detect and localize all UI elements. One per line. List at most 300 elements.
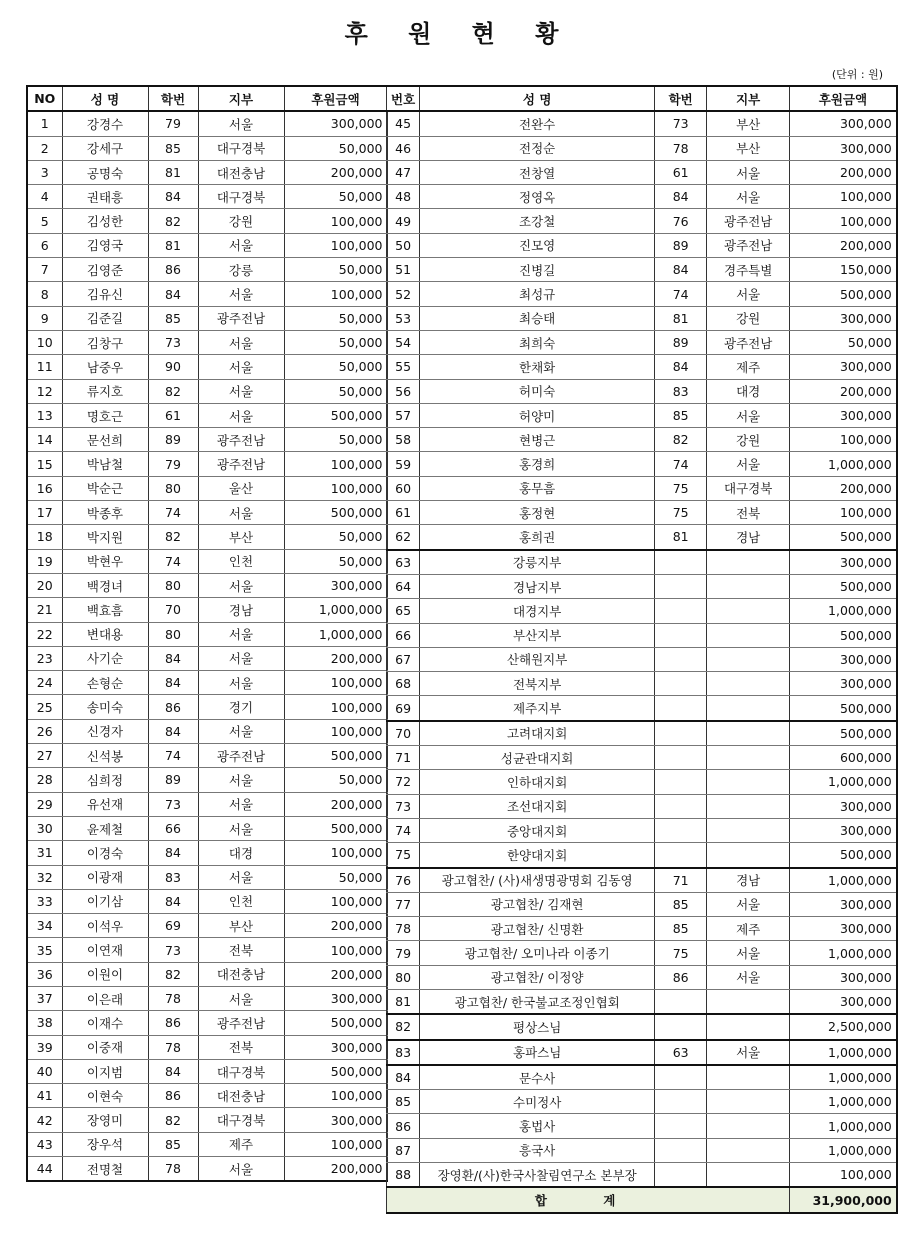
cell-name: 홍법사: [420, 1114, 655, 1138]
cell-no: 38: [27, 1011, 62, 1035]
cell-branch: 울산: [198, 476, 284, 500]
cell-amount: 300,000: [790, 306, 897, 330]
cell-year: 84: [655, 185, 707, 209]
cell-branch: 서울: [198, 233, 284, 257]
cell-branch: 광주전남: [198, 744, 284, 768]
cell-branch: 서울: [198, 330, 284, 354]
cell-name: 최성규: [420, 282, 655, 306]
table-row: [27, 792, 387, 816]
table-row: [387, 941, 897, 965]
cell-year: [655, 770, 707, 794]
cell-name: 평상스님: [420, 1014, 655, 1039]
cell-year: [655, 550, 707, 575]
table-row: [27, 986, 387, 1010]
cell-amount: 300,000: [790, 965, 897, 989]
cell-no: 35: [27, 938, 62, 962]
cell-branch: 경주특별: [707, 258, 790, 282]
cell-name: 홍파스님: [420, 1040, 655, 1065]
cell-year: 74: [148, 549, 198, 573]
table-row: [27, 1059, 387, 1083]
table-row: [387, 111, 897, 136]
cell-no: 40: [27, 1059, 62, 1083]
cell-branch: 대전충남: [198, 1084, 284, 1108]
cell-name: 김준길: [62, 306, 148, 330]
cell-name: 고려대지회: [420, 721, 655, 746]
cell-branch: 서울: [198, 282, 284, 306]
cell-amount: 50,000: [284, 355, 387, 379]
cell-name: 사기순: [62, 646, 148, 670]
cell-name: 권태흥: [62, 185, 148, 209]
cell-year: 78: [655, 136, 707, 160]
cell-branch: 인천: [198, 889, 284, 913]
unit-label: (단위 : 원): [831, 68, 883, 81]
cell-year: 89: [655, 233, 707, 257]
cell-no: 23: [27, 646, 62, 670]
cell-amount: 50,000: [790, 330, 897, 354]
table-row: [387, 746, 897, 770]
table-row: [27, 622, 387, 646]
table-row: [387, 258, 897, 282]
cell-name: 정영옥: [420, 185, 655, 209]
cell-name: 진병길: [420, 258, 655, 282]
cell-year: 82: [148, 962, 198, 986]
cell-year: 84: [148, 719, 198, 743]
table-row: [387, 1040, 897, 1065]
cell-amount: 500,000: [790, 525, 897, 550]
cell-name: 이광재: [62, 865, 148, 889]
cell-no: 37: [27, 986, 62, 1010]
cell-year: 86: [148, 1011, 198, 1035]
table-row: [27, 841, 387, 865]
cell-name: 광고협찬/ 오미나라 이종기: [420, 941, 655, 965]
table-row: [387, 599, 897, 623]
cell-name: 장영환/(사)한국사찰림연구소 본부장: [420, 1163, 655, 1188]
cell-amount: 100,000: [790, 428, 897, 452]
table-row: [27, 598, 387, 622]
cell-amount: 100,000: [284, 1084, 387, 1108]
cell-branch: 대구경북: [198, 1108, 284, 1132]
cell-name: 전명철: [62, 1157, 148, 1182]
table-row: [27, 1011, 387, 1035]
table-row: [27, 695, 387, 719]
table-row: [387, 550, 897, 575]
cell-no: 84: [387, 1065, 420, 1090]
cell-branch: [707, 818, 790, 842]
table-row: [387, 818, 897, 842]
cell-no: 67: [387, 647, 420, 671]
cell-name: 윤제철: [62, 816, 148, 840]
cell-year: 63: [655, 1040, 707, 1065]
cell-amount: 1,000,000: [790, 1114, 897, 1138]
cell-no: 75: [387, 843, 420, 868]
cell-amount: 300,000: [790, 550, 897, 575]
cell-no: 36: [27, 962, 62, 986]
cell-name: 중앙대지회: [420, 818, 655, 842]
total-row: [387, 1187, 897, 1212]
table-row: [387, 843, 897, 868]
cell-amount: 500,000: [284, 816, 387, 840]
cell-amount: 200,000: [284, 646, 387, 670]
cell-name: 부산지부: [420, 623, 655, 647]
table-row: [387, 1090, 897, 1114]
cell-year: 85: [148, 136, 198, 160]
cell-name: 수미정사: [420, 1090, 655, 1114]
cell-year: [655, 647, 707, 671]
cell-amount: 50,000: [284, 768, 387, 792]
cell-no: 12: [27, 379, 62, 403]
table-row: [387, 1114, 897, 1138]
cell-no: 1: [27, 111, 62, 136]
cell-year: 85: [655, 403, 707, 427]
cell-no: 50: [387, 233, 420, 257]
cell-amount: 50,000: [284, 258, 387, 282]
cell-no: 46: [387, 136, 420, 160]
cell-year: 66: [148, 816, 198, 840]
cell-no: 44: [27, 1157, 62, 1182]
cell-no: 14: [27, 428, 62, 452]
table-row: [27, 962, 387, 986]
cell-year: [655, 1138, 707, 1162]
cell-amount: 1,000,000: [790, 1138, 897, 1162]
table-row: [27, 1084, 387, 1108]
cell-name: 광고협찬/ 김재현: [420, 892, 655, 916]
cell-amount: 100,000: [790, 501, 897, 525]
cell-name: 김영준: [62, 258, 148, 282]
cell-amount: 50,000: [284, 428, 387, 452]
cell-amount: 100,000: [284, 889, 387, 913]
cell-no: 15: [27, 452, 62, 476]
cell-name: 김영국: [62, 233, 148, 257]
cell-name: 남중우: [62, 355, 148, 379]
cell-no: 59: [387, 452, 420, 476]
cell-no: 27: [27, 744, 62, 768]
cell-branch: 대구경북: [198, 136, 284, 160]
cell-branch: 제주: [707, 355, 790, 379]
cell-name: 박현우: [62, 549, 148, 573]
table-row: [387, 1014, 897, 1039]
cell-branch: 서울: [707, 160, 790, 184]
header-amount: 후원금액: [790, 86, 897, 111]
cell-amount: 200,000: [790, 160, 897, 184]
table-row: [387, 355, 897, 379]
cell-no: 83: [387, 1040, 420, 1065]
cell-year: 82: [148, 525, 198, 549]
cell-no: 3: [27, 160, 62, 184]
cell-amount: 100,000: [284, 1132, 387, 1156]
cell-branch: 광주전남: [198, 1011, 284, 1035]
cell-amount: 100,000: [284, 841, 387, 865]
cell-no: 13: [27, 403, 62, 427]
cell-year: 79: [148, 452, 198, 476]
cell-branch: 전북: [198, 938, 284, 962]
cell-name: 전창열: [420, 160, 655, 184]
donation-table-right: [386, 85, 898, 1214]
table-row: [387, 721, 897, 746]
cell-year: 73: [148, 330, 198, 354]
cell-amount: 100,000: [284, 452, 387, 476]
table-row: [387, 965, 897, 989]
cell-name: 박종후: [62, 501, 148, 525]
cell-amount: 300,000: [284, 573, 387, 597]
cell-year: 84: [148, 841, 198, 865]
cell-year: 74: [655, 452, 707, 476]
cell-amount: 200,000: [790, 379, 897, 403]
cell-name: 강릉지부: [420, 550, 655, 575]
cell-no: 79: [387, 941, 420, 965]
header-no: NO: [27, 86, 62, 111]
table-row: [387, 917, 897, 941]
cell-year: 73: [148, 938, 198, 962]
cell-amount: 1,000,000: [790, 1090, 897, 1114]
cell-no: 32: [27, 865, 62, 889]
cell-year: 90: [148, 355, 198, 379]
cell-amount: 300,000: [790, 136, 897, 160]
table-row: [387, 647, 897, 671]
cell-amount: 500,000: [284, 744, 387, 768]
cell-year: [655, 989, 707, 1014]
cell-amount: 500,000: [284, 1059, 387, 1083]
cell-amount: 1,000,000: [790, 1065, 897, 1090]
cell-no: 88: [387, 1163, 420, 1188]
cell-branch: 서울: [198, 768, 284, 792]
cell-branch: 전북: [198, 1035, 284, 1059]
cell-branch: 서울: [198, 573, 284, 597]
cell-branch: 제주: [707, 917, 790, 941]
cell-no: 51: [387, 258, 420, 282]
header-no: 번호: [387, 86, 420, 111]
cell-branch: 대전충남: [198, 962, 284, 986]
cell-year: 84: [148, 889, 198, 913]
cell-amount: 300,000: [790, 403, 897, 427]
cell-branch: 서울: [707, 185, 790, 209]
cell-amount: 300,000: [790, 647, 897, 671]
cell-no: 21: [27, 598, 62, 622]
cell-amount: 50,000: [284, 306, 387, 330]
cell-name: 이연재: [62, 938, 148, 962]
cell-name: 박남철: [62, 452, 148, 476]
cell-name: 전북지부: [420, 672, 655, 696]
cell-year: [655, 1090, 707, 1114]
table-row: [387, 501, 897, 525]
cell-amount: 100,000: [790, 185, 897, 209]
cell-branch: [707, 599, 790, 623]
cell-year: 89: [148, 768, 198, 792]
cell-name: 신석봉: [62, 744, 148, 768]
cell-no: 68: [387, 672, 420, 696]
cell-name: 전정순: [420, 136, 655, 160]
cell-no: 54: [387, 330, 420, 354]
cell-year: 84: [655, 258, 707, 282]
cell-name: 제주지부: [420, 696, 655, 721]
cell-year: 71: [655, 868, 707, 893]
cell-year: 84: [655, 355, 707, 379]
cell-year: 79: [148, 111, 198, 136]
header-name: 성 명: [420, 86, 655, 111]
cell-year: 85: [148, 1132, 198, 1156]
cell-year: 86: [655, 965, 707, 989]
cell-name: 강경수: [62, 111, 148, 136]
cell-branch: 제주: [198, 1132, 284, 1156]
cell-name: 한양대지회: [420, 843, 655, 868]
cell-name: 홍희권: [420, 525, 655, 550]
table-row: [27, 889, 387, 913]
table-row: [27, 306, 387, 330]
cell-name: 김유신: [62, 282, 148, 306]
cell-year: 81: [655, 525, 707, 550]
cell-branch: 경남: [707, 868, 790, 893]
cell-amount: 1,000,000: [790, 941, 897, 965]
cell-name: 문선희: [62, 428, 148, 452]
cell-amount: 50,000: [284, 549, 387, 573]
cell-no: 33: [27, 889, 62, 913]
cell-branch: [707, 1114, 790, 1138]
cell-year: 84: [148, 282, 198, 306]
table-row: [387, 403, 897, 427]
cell-no: 55: [387, 355, 420, 379]
cell-no: 41: [27, 1084, 62, 1108]
table-row: [27, 914, 387, 938]
table-row: [387, 306, 897, 330]
cell-amount: 200,000: [284, 962, 387, 986]
cell-branch: 대구경북: [198, 1059, 284, 1083]
table-row: [387, 1065, 897, 1090]
cell-amount: 1,000,000: [284, 622, 387, 646]
cell-amount: 100,000: [284, 695, 387, 719]
table-row: [27, 1035, 387, 1059]
cell-year: [655, 672, 707, 696]
table-row: [387, 794, 897, 818]
donation-table-left: [26, 85, 388, 1182]
cell-no: 47: [387, 160, 420, 184]
cell-name: 조강철: [420, 209, 655, 233]
cell-branch: 서울: [198, 792, 284, 816]
cell-amount: 1,000,000: [790, 868, 897, 893]
cell-branch: 부산: [707, 136, 790, 160]
cell-branch: 경기: [198, 695, 284, 719]
cell-year: 89: [655, 330, 707, 354]
table-row: [27, 160, 387, 184]
cell-branch: 대경: [707, 379, 790, 403]
cell-amount: 500,000: [284, 403, 387, 427]
cell-year: 89: [148, 428, 198, 452]
cell-name: 광고협찬/ 한국불교조정인협회: [420, 989, 655, 1014]
table-row: [387, 476, 897, 500]
cell-amount: 50,000: [284, 379, 387, 403]
cell-name: 신경자: [62, 719, 148, 743]
header-branch: 지부: [198, 86, 284, 111]
cell-year: 75: [655, 476, 707, 500]
cell-no: 17: [27, 501, 62, 525]
cell-year: 84: [148, 185, 198, 209]
cell-name: 최희숙: [420, 330, 655, 354]
cell-no: 62: [387, 525, 420, 550]
table-row: [387, 868, 897, 893]
cell-year: [655, 721, 707, 746]
cell-amount: 600,000: [790, 746, 897, 770]
table-row: [27, 1132, 387, 1156]
cell-no: 20: [27, 573, 62, 597]
cell-name: 박지원: [62, 525, 148, 549]
cell-year: 74: [148, 744, 198, 768]
cell-amount: 300,000: [790, 818, 897, 842]
cell-name: 광고협찬/ 신명환: [420, 917, 655, 941]
table-row: [27, 865, 387, 889]
cell-branch: 대구경북: [198, 185, 284, 209]
cell-amount: 1,000,000: [790, 599, 897, 623]
cell-branch: [707, 989, 790, 1014]
cell-no: 86: [387, 1114, 420, 1138]
header-year: 학번: [148, 86, 198, 111]
cell-branch: 광주전남: [198, 306, 284, 330]
cell-name: 대경지부: [420, 599, 655, 623]
cell-name: 이현숙: [62, 1084, 148, 1108]
cell-branch: 광주전남: [707, 209, 790, 233]
cell-no: 42: [27, 1108, 62, 1132]
cell-amount: 300,000: [790, 917, 897, 941]
cell-branch: 강릉: [198, 258, 284, 282]
table-row: [27, 111, 387, 136]
cell-branch: 서울: [707, 965, 790, 989]
cell-branch: 서울: [198, 379, 284, 403]
cell-year: 74: [655, 282, 707, 306]
cell-amount: 100,000: [284, 671, 387, 695]
cell-branch: [707, 746, 790, 770]
cell-year: [655, 1014, 707, 1039]
cell-branch: [707, 721, 790, 746]
cell-no: 7: [27, 258, 62, 282]
table-row: [387, 892, 897, 916]
cell-year: 86: [148, 695, 198, 719]
table-row: [387, 574, 897, 598]
cell-year: 81: [655, 306, 707, 330]
cell-amount: 100,000: [284, 476, 387, 500]
cell-branch: 서울: [198, 646, 284, 670]
cell-year: 81: [148, 233, 198, 257]
cell-amount: 500,000: [790, 721, 897, 746]
cell-branch: 부산: [198, 525, 284, 549]
cell-no: 72: [387, 770, 420, 794]
cell-no: 28: [27, 768, 62, 792]
cell-amount: 100,000: [284, 719, 387, 743]
cell-year: 84: [148, 646, 198, 670]
cell-name: 심희정: [62, 768, 148, 792]
cell-no: 80: [387, 965, 420, 989]
table-row: [27, 1157, 387, 1182]
table-row: [27, 525, 387, 549]
cell-branch: 서울: [198, 501, 284, 525]
total-amount: 31,900,000: [790, 1187, 897, 1212]
cell-name: 광고협찬/ 이정양: [420, 965, 655, 989]
cell-year: 74: [148, 501, 198, 525]
cell-no: 76: [387, 868, 420, 893]
cell-branch: 서울: [707, 452, 790, 476]
cell-branch: 서울: [198, 719, 284, 743]
cell-branch: 광주전남: [707, 330, 790, 354]
cell-amount: 50,000: [284, 525, 387, 549]
cell-branch: 인천: [198, 549, 284, 573]
cell-year: 61: [148, 403, 198, 427]
cell-year: 78: [148, 1157, 198, 1182]
cell-name: 흥국사: [420, 1138, 655, 1162]
header-amount: 후원금액: [284, 86, 387, 111]
cell-year: 70: [148, 598, 198, 622]
cell-no: 10: [27, 330, 62, 354]
cell-name: 홍무흠: [420, 476, 655, 500]
table-row: [387, 770, 897, 794]
cell-no: 8: [27, 282, 62, 306]
cell-no: 11: [27, 355, 62, 379]
table-row: [387, 696, 897, 721]
